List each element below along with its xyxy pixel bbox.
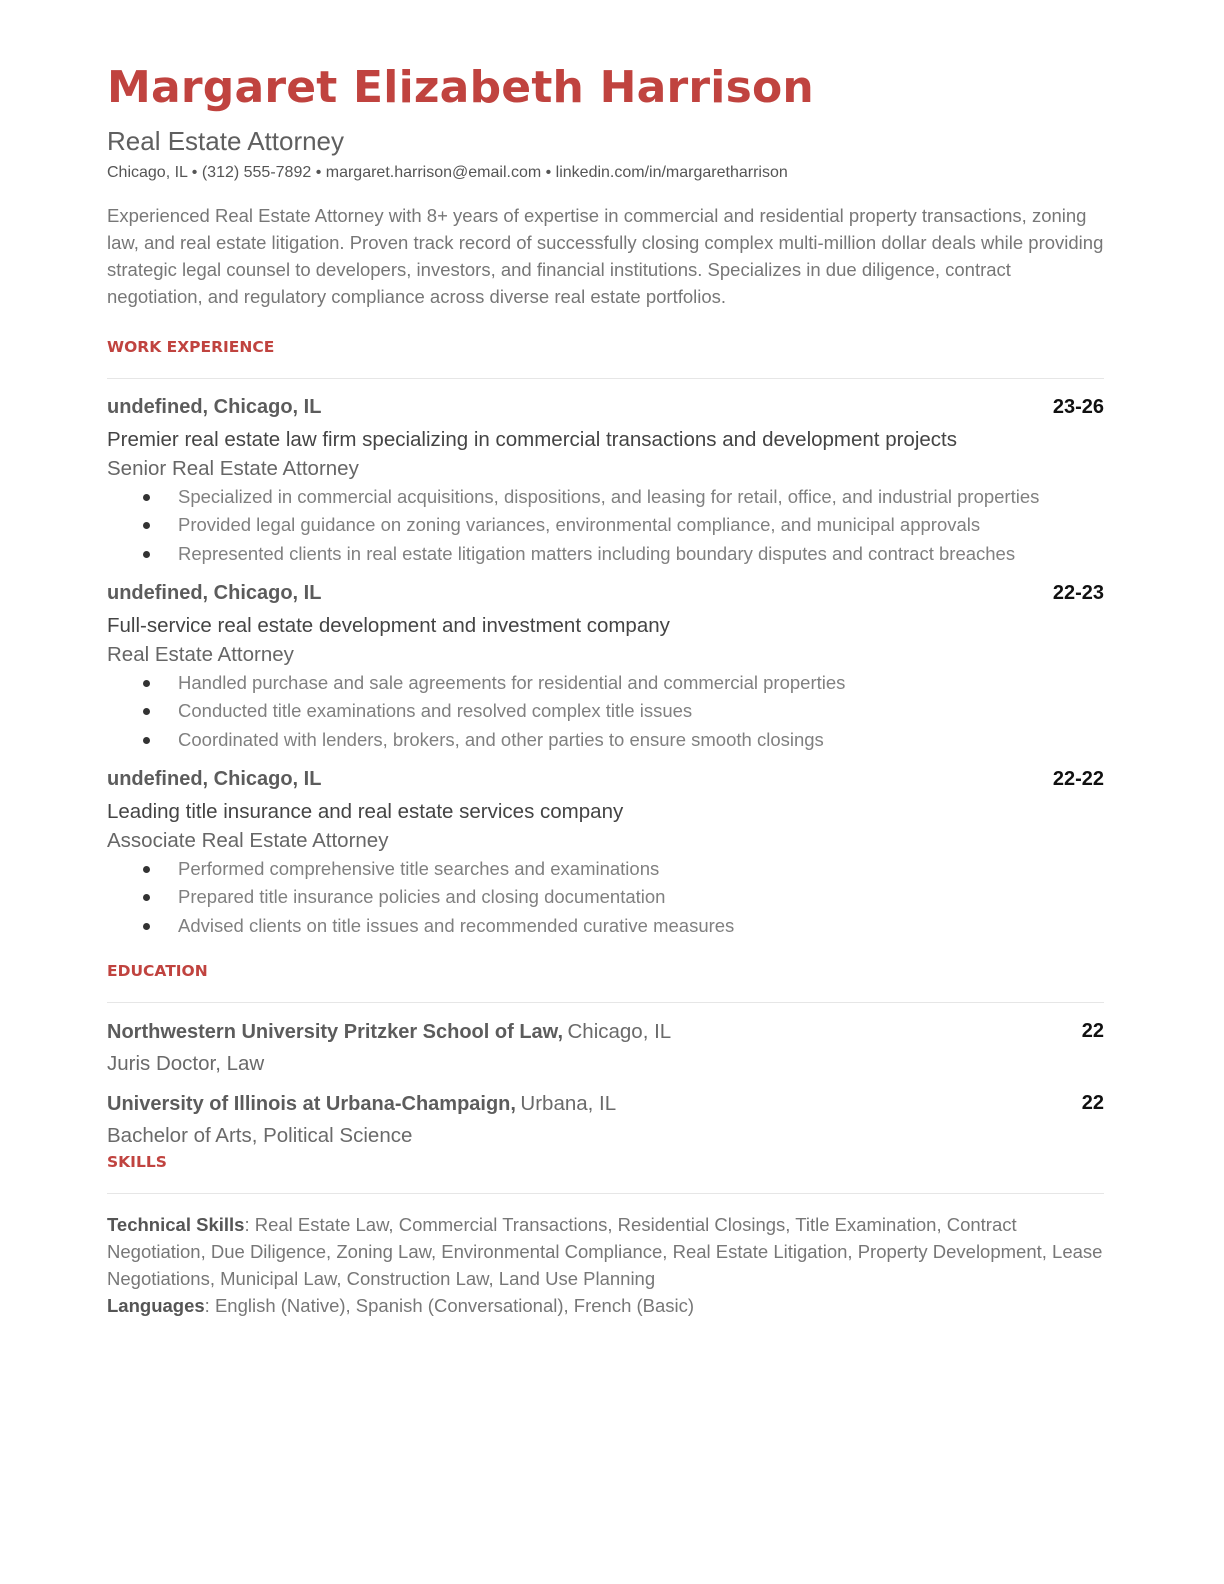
job-role: Real Estate Attorney xyxy=(107,643,294,666)
section-heading-skills: SKILLS xyxy=(107,1153,167,1171)
education-location: Urbana, IL xyxy=(520,1092,617,1115)
job-bullet: Provided legal guidance on zoning variances, environmental compliance, and municipal approvals xyxy=(107,511,1104,539)
section-heading-education: EDUCATION xyxy=(107,962,208,980)
bullet-dot-icon xyxy=(143,737,150,744)
languages-label: Languages xyxy=(107,1295,205,1316)
job-dates: 22-23 xyxy=(1052,582,1104,604)
bullet-dot-icon xyxy=(143,680,150,687)
education-degree: Bachelor of Arts, Political Science xyxy=(107,1124,413,1147)
job-role: Associate Real Estate Attorney xyxy=(107,829,389,852)
job-company-description: Premier real estate law firm specializing in commercial transactions and development projects xyxy=(107,428,957,451)
education-entry xyxy=(107,1092,1104,1150)
job-bullet: Coordinated with lenders, brokers, and other parties to ensure smooth closings xyxy=(107,726,1104,754)
languages-list: : English (Native), Spanish (Conversational), French (Basic) xyxy=(204,1295,695,1316)
contact-line: Chicago, IL • (312) 555-7892 • margaret.harrison@email.com • linkedin.com/in/margaretharrison xyxy=(107,164,788,181)
bullet-dot-icon xyxy=(143,551,150,558)
job-company: undefined, Chicago, IL xyxy=(107,582,322,604)
candidate-title: Real Estate Attorney xyxy=(107,126,345,156)
job-entry xyxy=(107,396,1104,568)
technical-skills-list: : Real Estate Law, Commercial Transactions, Residential Closings, Title Examination, Contract Negotiation, Due Diligence, Zoning Law, Environmental Compliance, Real Estate Litigation, Property Development, Lease Negotiations, Municipal Law, Construction Law, Land Use Planning xyxy=(107,1214,1103,1289)
job-bullet: Advised clients on title issues and recommended curative measures xyxy=(107,912,1104,940)
section-heading-work: WORK EXPERIENCE xyxy=(107,338,275,356)
job-entry xyxy=(107,768,1104,940)
job-bullets xyxy=(107,483,1104,568)
education-year: 22 xyxy=(1081,1092,1104,1114)
bullet-dot-icon xyxy=(143,494,150,501)
job-bullet: Prepared title insurance policies and closing documentation xyxy=(107,883,1104,911)
languages xyxy=(107,1292,1104,1319)
section-divider xyxy=(107,1002,1104,1003)
job-bullet: Performed comprehensive title searches and examinations xyxy=(107,855,1104,883)
job-dates: 23-26 xyxy=(1052,396,1104,418)
education-school: University of Illinois at Urbana-Champaign, xyxy=(107,1093,516,1115)
bullet-dot-icon xyxy=(143,708,150,715)
technical-skills xyxy=(107,1211,1104,1292)
candidate-name: Margaret Elizabeth Harrison xyxy=(107,62,814,113)
bullet-dot-icon xyxy=(143,894,150,901)
education-entry xyxy=(107,1020,1104,1078)
section-divider xyxy=(107,378,1104,379)
education-year: 22 xyxy=(1081,1020,1104,1042)
section-divider xyxy=(107,1193,1104,1194)
bullet-dot-icon xyxy=(143,923,150,930)
education-degree: Juris Doctor, Law xyxy=(107,1052,265,1075)
job-bullet: Handled purchase and sale agreements for residential and commercial properties xyxy=(107,669,1104,697)
job-company-description: Leading title insurance and real estate services company xyxy=(107,800,624,823)
job-bullets xyxy=(107,669,1104,754)
job-entry xyxy=(107,582,1104,754)
education-school: Northwestern University Pritzker School of Law, xyxy=(107,1021,564,1043)
bullet-dot-icon xyxy=(143,866,150,873)
job-dates: 22-22 xyxy=(1052,768,1104,790)
job-role: Senior Real Estate Attorney xyxy=(107,457,359,480)
professional-summary: Experienced Real Estate Attorney with 8+ years of expertise in commercial and residential property transactions, zoning law, and real estate litigation. Proven track record of successfully closing complex multi-million dollar deals while providing strategic legal counsel to developers, investors, and financial institutions. Specializes in due diligence, contract negotiation, and regulatory compliance across diverse real estate portfolios. xyxy=(107,205,1104,307)
job-bullet: Conducted title examinations and resolved complex title issues xyxy=(107,697,1104,725)
bullet-dot-icon xyxy=(143,522,150,529)
job-company-description: Full-service real estate development and investment company xyxy=(107,614,670,637)
technical-skills-label: Technical Skills xyxy=(107,1214,245,1235)
skills-block xyxy=(107,1211,1104,1319)
job-bullet: Represented clients in real estate litigation matters including boundary disputes and contract breaches xyxy=(107,540,1104,568)
job-company: undefined, Chicago, IL xyxy=(107,396,322,418)
job-company: undefined, Chicago, IL xyxy=(107,768,322,790)
job-bullet: Specialized in commercial acquisitions, dispositions, and leasing for retail, office, and industrial properties xyxy=(107,483,1104,511)
education-location: Chicago, IL xyxy=(567,1020,672,1043)
job-bullets xyxy=(107,855,1104,940)
